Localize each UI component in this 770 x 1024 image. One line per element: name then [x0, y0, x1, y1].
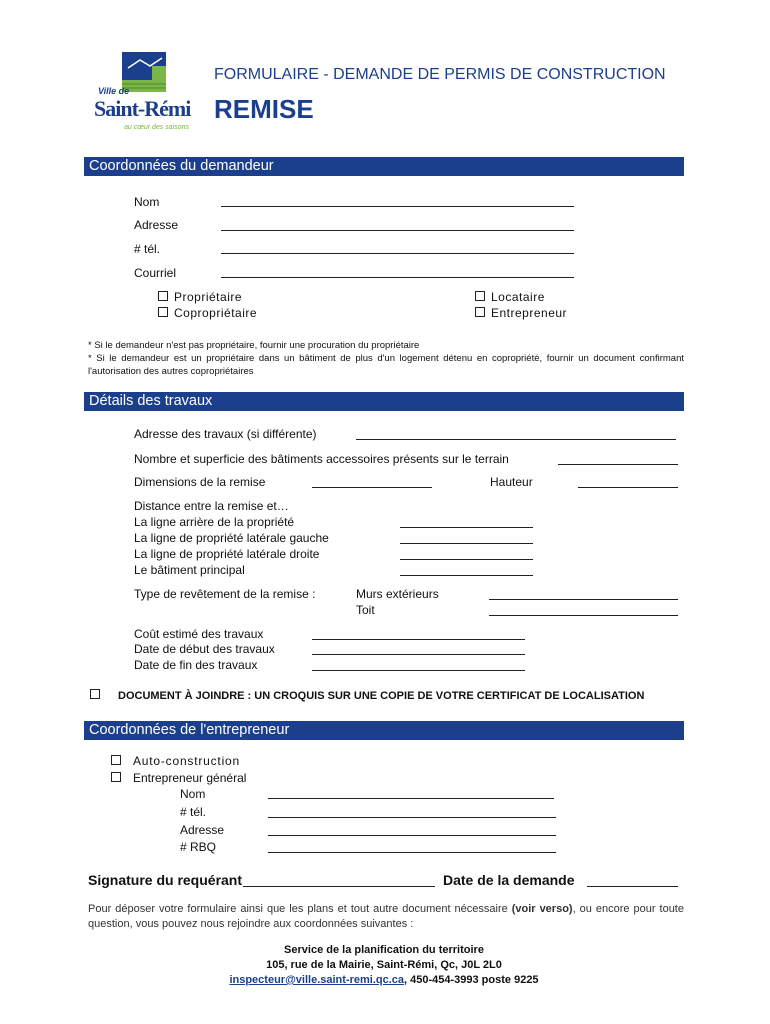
distance-intro: Distance entre la remise et…: [134, 499, 289, 513]
work-address-field[interactable]: [356, 439, 676, 440]
footer-text: Pour déposer votre formulaire ainsi que les plans et tout autre document nécessaire: [88, 903, 512, 915]
document-requirement[interactable]: [90, 689, 644, 703]
note-procuration: * Si le demandeur n'est pas propriétaire, fournir une procuration du propriétaire: [88, 340, 420, 351]
distance-main-label: Le bâtiment principal: [134, 563, 245, 577]
contractor-rbq-label: # RBQ: [180, 840, 217, 854]
applicant-name-label: Nom: [134, 195, 160, 209]
height-field[interactable]: [578, 487, 678, 488]
footer-address: 105, rue de la Mairie, Saint-Rémi, Qc, J0L 2L0: [266, 959, 502, 971]
footer-contact: [84, 974, 684, 986]
distance-left-label: La ligne de propriété latérale gauche: [134, 531, 329, 545]
start-date-label: Date de début des travaux: [134, 642, 275, 656]
date-label: Date de la demande: [443, 872, 575, 888]
applicant-phone-label: # tél.: [134, 242, 161, 256]
distance-left-field[interactable]: [400, 543, 533, 544]
page-subtitle: REMISE: [214, 94, 314, 124]
footer-text-bold: (voir verso): [511, 903, 573, 915]
applicant-address-label: Adresse: [134, 218, 179, 232]
dimensions-field[interactable]: [312, 487, 432, 488]
end-date-field[interactable]: [312, 670, 525, 671]
request-date-field[interactable]: [587, 886, 678, 887]
option-label: Copropriétaire: [174, 306, 258, 320]
distance-right-field[interactable]: [400, 559, 533, 560]
distance-rear-label: La ligne arrière de la propriété: [134, 515, 295, 529]
document-label: DOCUMENT À JOINDRE : UN CROQUIS SUR UNE COPIE DE VOTRE CERTIFICAT DE LOCALISATION: [118, 690, 645, 702]
cost-label: Coût estimé des travaux: [134, 627, 264, 641]
applicant-name-field[interactable]: [221, 206, 574, 207]
form-title: FORMULAIRE - DEMANDE DE PERMIS DE CONSTRUCTION: [214, 66, 666, 83]
distance-rear-field[interactable]: [400, 527, 533, 528]
cladding-walls-label: Murs extérieurs: [356, 587, 439, 601]
buildings-label: Nombre et superficie des bâtiments accessoires présents sur le terrain: [134, 452, 509, 466]
cladding-roof-field[interactable]: [489, 615, 678, 616]
section-contractor-header: Coordonnées de l'entrepreneur: [84, 721, 684, 740]
cladding-label: Type de revêtement de la remise :: [134, 587, 316, 601]
signature-label: Signature du requérant: [88, 872, 243, 888]
distance-right-label: La ligne de propriété latérale droite: [134, 547, 320, 561]
option-label: Auto-construction: [133, 754, 240, 768]
contractor-phone-label: # tél.: [180, 805, 207, 819]
checkbox-icon[interactable]: [475, 307, 485, 317]
footer-phone: , 450-454-3993 poste 9225: [404, 974, 539, 986]
dimensions-label: Dimensions de la remise: [134, 475, 266, 489]
applicant-address-field[interactable]: [221, 230, 574, 231]
start-date-field[interactable]: [312, 654, 525, 655]
distance-main-field[interactable]: [400, 575, 533, 576]
footer-service: Service de la planification du territoire: [284, 944, 484, 956]
checkbox-icon[interactable]: [90, 689, 100, 699]
section-work-header: Détails des travaux: [84, 392, 684, 411]
email-link[interactable]: inspecteur@ville.saint-remi.qc.ca: [229, 974, 405, 986]
logo-tagline: au cœur des saisons: [124, 124, 189, 131]
height-label: Hauteur: [490, 475, 533, 489]
option-locataire[interactable]: [475, 290, 545, 304]
footer-instructions: [88, 902, 684, 932]
applicant-phone-field[interactable]: [221, 253, 574, 254]
applicant-email-label: Courriel: [134, 266, 177, 280]
checkbox-icon[interactable]: [475, 291, 485, 301]
checkbox-icon[interactable]: [111, 772, 121, 782]
logo-name: Saint-Rémi: [94, 96, 191, 121]
contractor-phone-field[interactable]: [268, 817, 556, 818]
section-applicant-header: Coordonnées du demandeur: [84, 157, 684, 176]
option-coproprietaire[interactable]: [158, 306, 257, 320]
signature-field[interactable]: [243, 886, 435, 887]
cladding-walls-field[interactable]: [489, 599, 678, 600]
contractor-address-field[interactable]: [268, 835, 556, 836]
option-label: Propriétaire: [174, 290, 243, 304]
applicant-email-field[interactable]: [221, 277, 574, 278]
checkbox-icon[interactable]: [158, 307, 168, 317]
option-label: Locataire: [491, 290, 545, 304]
cost-field[interactable]: [312, 639, 525, 640]
option-general-contractor[interactable]: [111, 771, 246, 785]
footer-text-end: , ou encore pour toute question, vous pouvez nous rejoindre aux coordonnées suivantes :: [88, 903, 684, 930]
contractor-name-label: Nom: [180, 787, 206, 801]
buildings-field[interactable]: [558, 464, 678, 465]
contractor-name-field[interactable]: [268, 798, 554, 799]
option-label: Entrepreneur général: [133, 771, 247, 785]
contractor-address-label: Adresse: [180, 823, 225, 837]
work-address-label: Adresse des travaux (si différente): [134, 427, 317, 441]
logo: [92, 48, 196, 138]
option-self-build[interactable]: [111, 754, 240, 768]
note-copropriete: * Si le demandeur est un propriétaire dans un bâtiment de plus d'un logement détenu en copropriété, fournir un document confirmant l'autorisation des autres copropriétaires: [88, 353, 684, 377]
option-entrepreneur[interactable]: [475, 306, 567, 320]
cladding-roof-label: Toit: [356, 603, 375, 617]
option-proprietaire[interactable]: [158, 290, 242, 304]
checkbox-icon[interactable]: [111, 755, 121, 765]
contractor-rbq-field[interactable]: [268, 852, 556, 853]
end-date-label: Date de fin des travaux: [134, 658, 258, 672]
logo-top-text: Ville de: [98, 86, 130, 96]
checkbox-icon[interactable]: [158, 291, 168, 301]
option-label: Entrepreneur: [491, 306, 568, 320]
